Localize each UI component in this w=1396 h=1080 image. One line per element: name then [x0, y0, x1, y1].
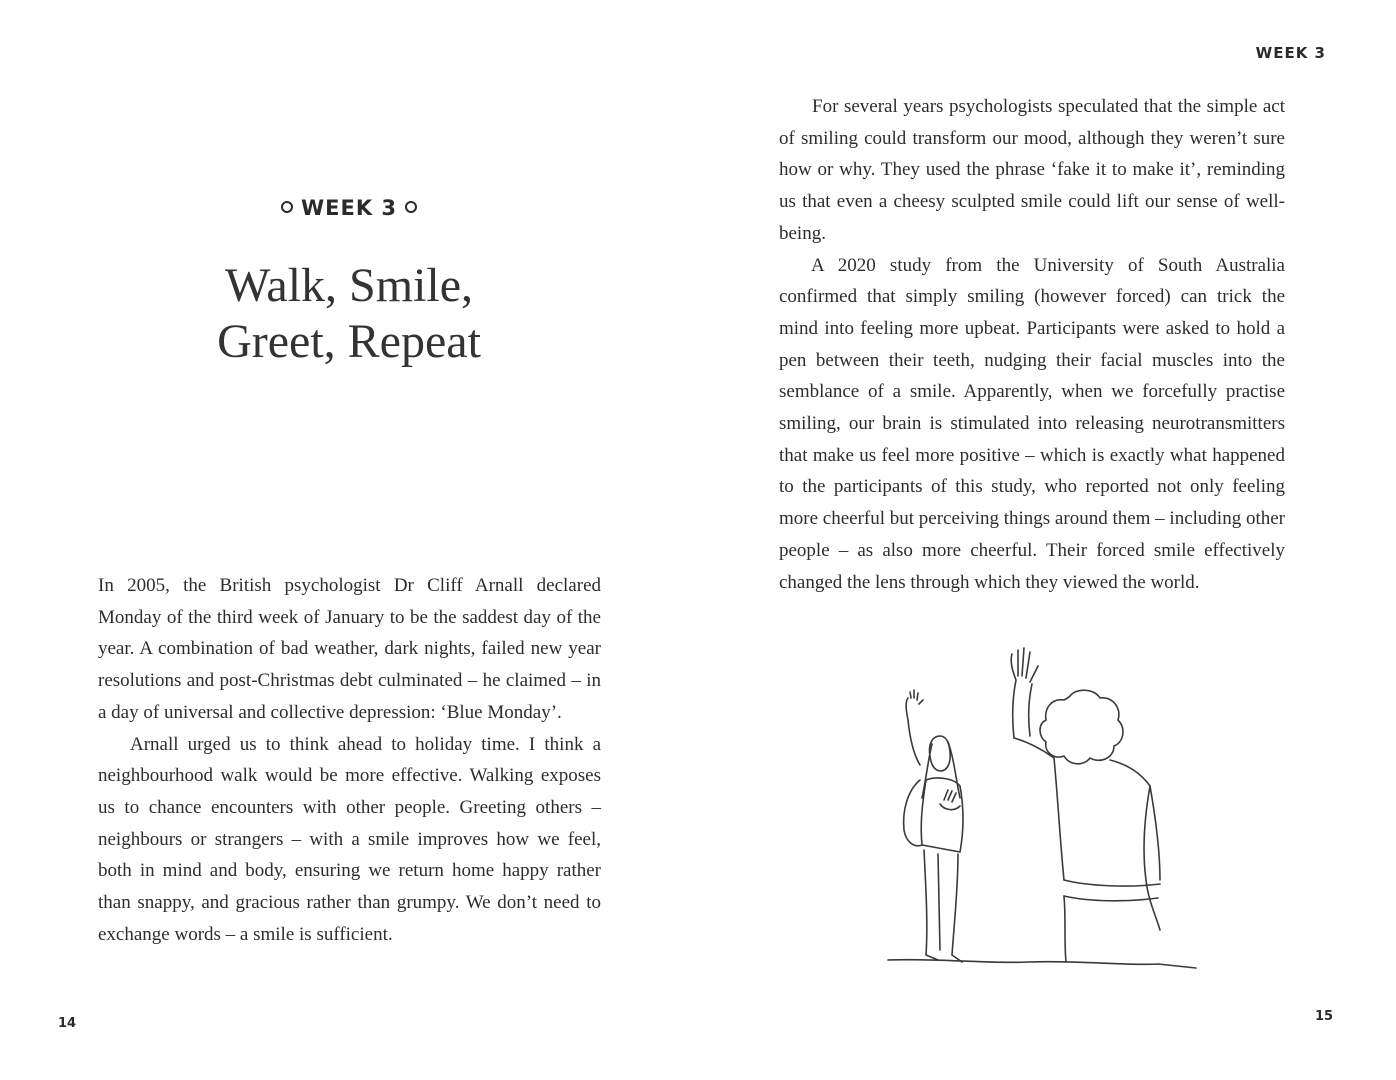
chapter-kicker-label: WEEK 3	[300, 196, 398, 220]
big-person-raised-arm	[1013, 680, 1032, 738]
chapter-kicker	[0, 196, 698, 220]
ground-line	[888, 960, 1196, 968]
page-number: 15	[1315, 1009, 1334, 1024]
paragraph: A 2020 study from the University of South Australia confirmed that simply smiling (however forced) can trick the mind into feeling more upbeat. Participants were asked to hold a pen between their teeth, nudging their facial muscles into the semblance of a smile. Apparently, when we forcefully practise smiling, our brain is stimulated into releasing neurotransmitters that make us feel more positive – which is exactly what happened to the participants of this study, who reported not only feeling more cheerful but perceiving things around them – including other people – as also more cheerful. Their forced smile effectively changed the lens through which they viewed the world.	[779, 254, 1285, 593]
big-person-shoulder	[1014, 738, 1150, 786]
right-page	[698, 0, 1396, 1080]
circle-ornament-icon	[405, 201, 417, 213]
small-person-head	[929, 736, 950, 771]
illustration-svg	[878, 640, 1208, 980]
big-person-arm	[1144, 786, 1160, 930]
paragraph: Arnall urged us to think ahead to holiday time. I think a neighbourhood walk would be more effective. Walking exposes us to chance encounters with other people. Greeting others – neighbours or strangers – with a smile improves how we feel, both in mind and body, ensuring we return home happy rather than snappy, and gracious rather than grumpy. We don’t need to exchange words – a smile is sufficient.	[98, 733, 601, 945]
small-person-hair	[922, 742, 960, 798]
two-people-waving-line-drawing-icon	[878, 640, 1208, 980]
small-person-body	[921, 778, 963, 852]
small-person-backpack	[904, 780, 922, 846]
paragraph: For several years psychologists speculated that the simple act of smiling could transform our mood, although they weren’t sure how or why. They used the phrase ‘fake it to make it’, reminding us that even a cheesy sculpted smile could lift our sense of well-being.	[779, 96, 1285, 244]
right-body-text	[779, 91, 1285, 598]
small-person-raised-arm	[906, 690, 923, 765]
chapter-title-line-2: Greet, Repeat	[217, 315, 481, 368]
page-number: 14	[58, 1016, 77, 1031]
chapter-title	[0, 258, 698, 370]
small-person-legs	[924, 850, 962, 962]
big-person-hair	[1040, 690, 1123, 764]
big-person-hem	[1064, 896, 1066, 962]
paragraph: In 2005, the British psychologist Dr Cliff Arnall declared Monday of the third week of January to be the saddest day of the year. A combination of bad weather, dark nights, failed new year resolutions and post-Christmas debt culminated – he claimed – in a day of universal and collective depression: ‘Blue Monday’.	[98, 575, 601, 723]
small-person-hand-on-chest	[940, 790, 960, 810]
chapter-title-line-1: Walk, Smile,	[224, 259, 474, 312]
left-body-text	[98, 570, 601, 950]
circle-ornament-icon	[281, 201, 293, 213]
running-head: WEEK 3	[1255, 44, 1326, 62]
big-person-hand	[1011, 648, 1038, 682]
